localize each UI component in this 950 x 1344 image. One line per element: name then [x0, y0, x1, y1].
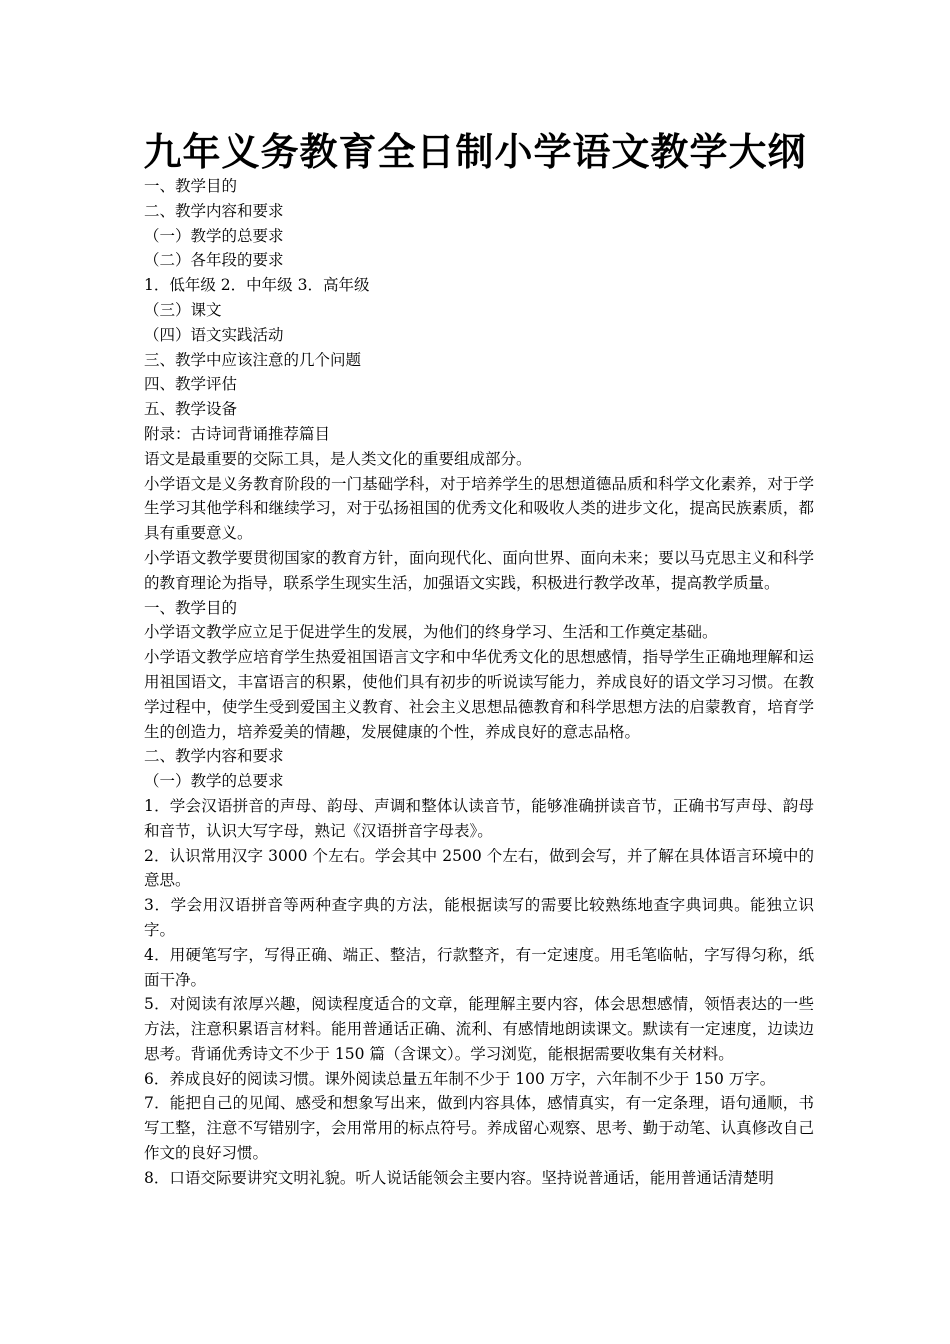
requirement-item: 1．学会汉语拼音的声母、韵母、声调和整体认读音节，能够准确拼读音节，正确书写声母、韵母和音节，认识大写字母，熟记《汉语拼音字母表》。 [144, 796, 814, 840]
toc-item: （二）各年段的要求 [144, 251, 284, 270]
document-title: 九年义务教育全日制小学语文教学大纲 [143, 129, 807, 174]
requirement-item: 5．对阅读有浓厚兴趣，阅读程度适合的文章，能理解主要内容，体会思想感情，领悟表达的一些方法，注意积累语言材料。能用普通话正确、流利、有感情地朗读课文。默读有一定速度，边读边思考。背诵优秀诗文不少于 150 篇（含课文）。学习浏览，能根据需要收集有关材料。 [144, 995, 814, 1063]
toc-item: 三、教学中应该注意的几个问题 [144, 350, 362, 369]
toc-item: 1．低年级 2．中年级 3．高年级 [144, 276, 370, 295]
requirement-item: 2．认识常用汉字 3000 个左右。学会其中 2500 个左右，做到会写，并了解在具体语言环境中的意思。 [144, 846, 814, 890]
requirement-item: 8．口语交际要讲究文明礼貌。听人说话能领会主要内容。坚持说普通话，能用普通话清楚明 [144, 1168, 774, 1187]
section-heading: 一、教学目的 [144, 598, 238, 617]
body-paragraph: 小学语文教学应培育学生热爱祖国语言文字和中华优秀文化的思想感情，指导学生正确地理解和运用祖国语文，丰富语言的积累，使他们具有初步的听说读写能力，养成良好的语文学习习惯。在教学过程中，使学生受到爱国主义教育、社会主义思想品德教育和科学思想方法的启蒙教育，培育学生的创造力，培养爱美的情趣，发展健康的个性，养成良好的意志品格。 [144, 648, 814, 741]
body-paragraph: 小学语文是义务教育阶段的一门基础学科，对于培养学生的思想道德品质和科学文化素养，对于学生学习其他学科和继续学习，对于弘扬祖国的优秀文化和吸收人类的进步文化，提高民族素质，都具有重要意义。 [144, 474, 814, 543]
requirement-item: 3．学会用汉语拼音等两种查字典的方法，能根据读写的需要比较熟练地查字典词典。能独立识字。 [144, 896, 814, 939]
toc-item: 四、教学评估 [144, 375, 238, 394]
requirement-item: 6．养成良好的阅读习惯。课外阅读总量五年制不少于 100 万字，六年制不少于 150 万字。 [144, 1069, 776, 1088]
body-paragraph: 小学语文教学要贯彻国家的教育方针，面向现代化、面向世界、面向未来；要以马克思主义和科学的教育理论为指导，联系学生现实生活，加强语文实践，积极进行教学改革，提高教学质量。 [144, 548, 814, 592]
body-paragraph: 小学语文教学应立足于促进学生的发展，为他们的终身学习、生活和工作奠定基础。 [144, 623, 718, 642]
subsection-heading: （一）教学的总要求 [144, 772, 284, 791]
toc-item: （四）语文实践活动 [144, 325, 284, 344]
toc-item: 附录：古诗词背诵推荐篇目 [144, 424, 331, 443]
document-body [144, 174, 814, 1191]
toc-item: 二、教学内容和要求 [144, 201, 284, 220]
toc-item: （三）课文 [144, 300, 222, 319]
toc-item: 五、教学设备 [144, 400, 238, 419]
requirement-item: 4．用硬笔写字，写得正确、端正、整洁，行款整齐，有一定速度。用毛笔临帖，字写得匀称，纸面干净。 [144, 945, 814, 989]
requirement-item: 7．能把自己的见闻、感受和想象写出来，做到内容具体，感情真实，有一定条理，语句通顺，书写工整，注意不写错别字，会用常用的标点符号。养成留心观察、思考、勤于动笔、认真修改自己作文的良好习惯。 [144, 1094, 814, 1163]
toc-item: （一）教学的总要求 [144, 226, 284, 245]
section-heading: 二、教学内容和要求 [144, 747, 284, 766]
body-paragraph: 语文是最重要的交际工具，是人类文化的重要组成部分。 [144, 449, 532, 468]
toc-item: 一、教学目的 [144, 177, 238, 195]
